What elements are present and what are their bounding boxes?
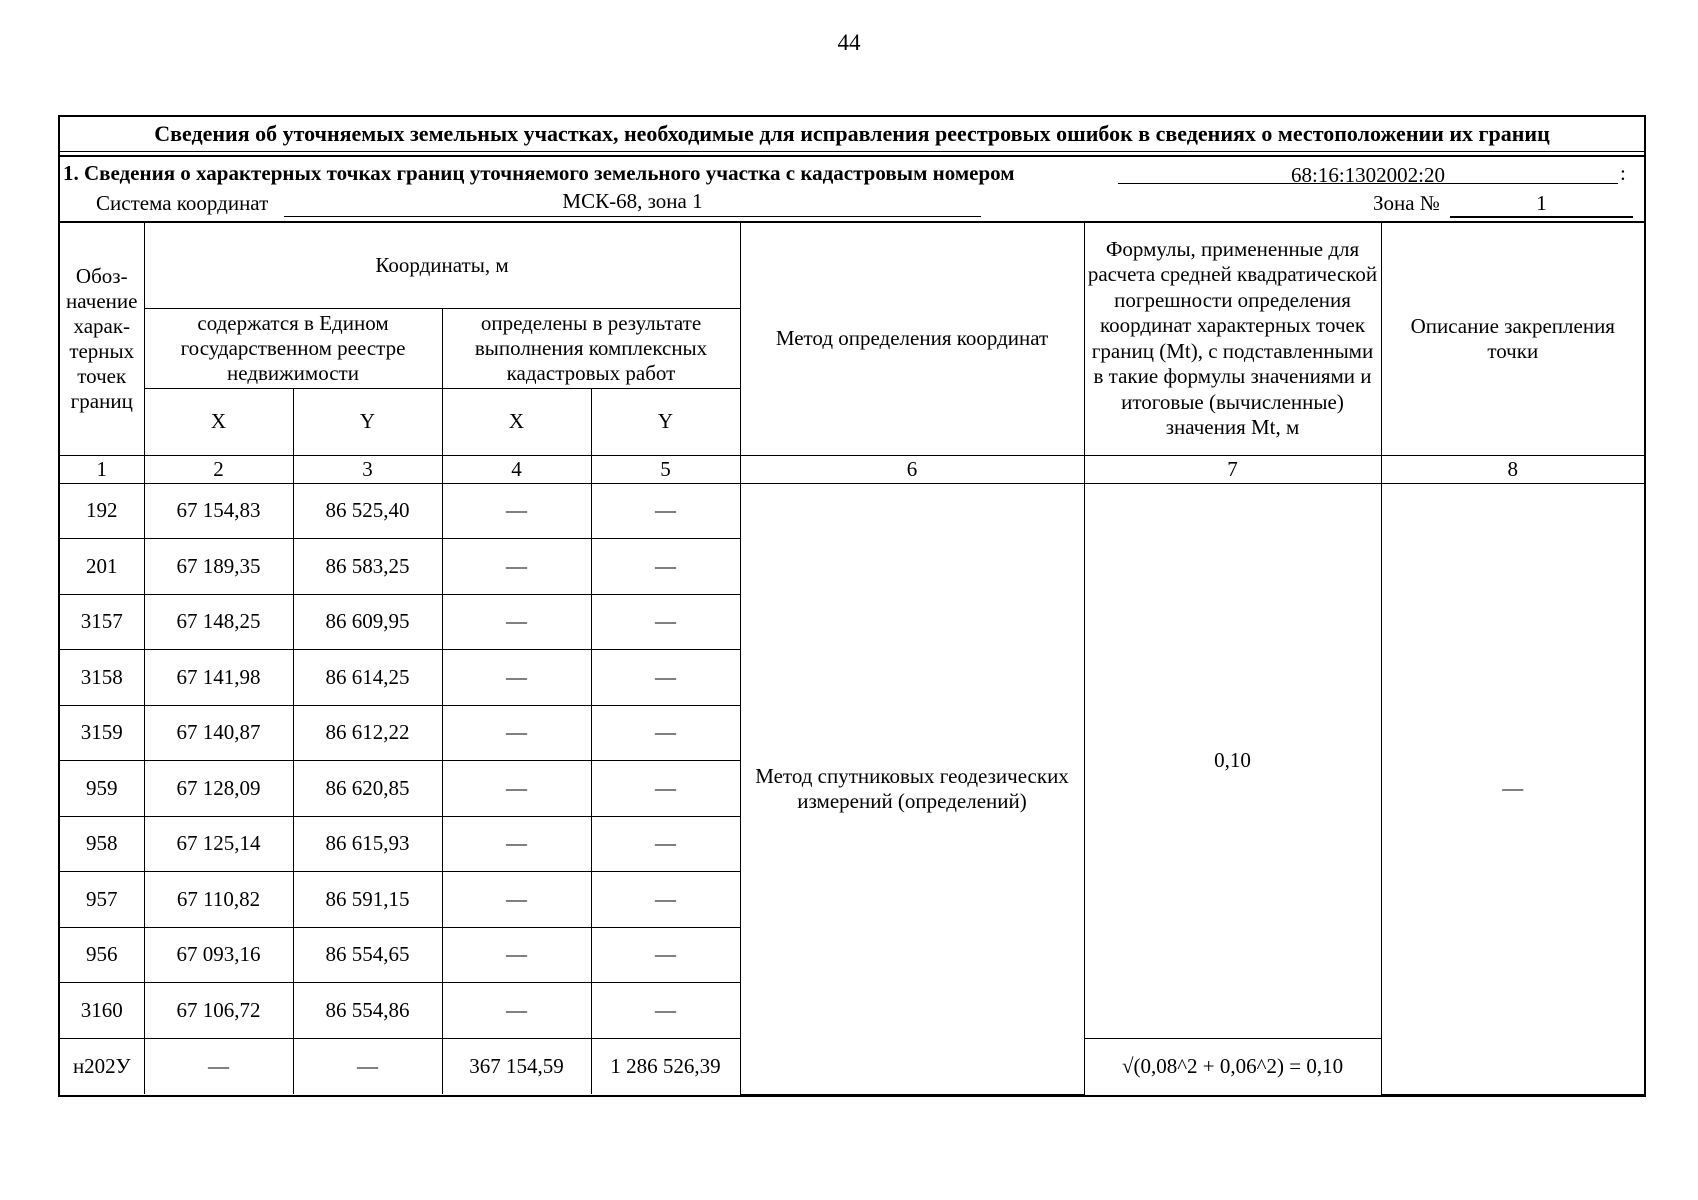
header-formula: Формулы, примененные для расчета средней квадратической погрешности определения координат характерных точек границ (Mt), с подставленными в такие формулы значениями и итоговые (вычисленные) значения Mt, м: [1084, 223, 1381, 455]
registry-x: 67 128,09: [144, 761, 293, 817]
point-id: 3159: [60, 705, 144, 761]
registry-y: 86 554,86: [293, 983, 442, 1039]
header-point-designation: Обоз-начение харак-терных точек границ: [60, 223, 144, 455]
survey-x: —: [442, 483, 591, 539]
registry-x: 67 140,87: [144, 705, 293, 761]
survey-x: —: [442, 761, 591, 817]
cadastral-number: 68:16:1302002:20: [1290, 163, 1445, 187]
registry-y: 86 612,22: [293, 705, 442, 761]
crs-value: МСК-68, зона 1: [562, 189, 703, 213]
registry-y: 86 583,25: [293, 539, 442, 595]
header-coordinates: Координаты, м: [144, 223, 740, 308]
header-survey-x: X: [442, 388, 591, 455]
survey-x: —: [442, 983, 591, 1039]
section-title: 1. Сведения о характерных точках границ уточняемого земельного участка с кадастровым номером: [63, 161, 1015, 185]
registry-x: 67 148,25: [144, 594, 293, 650]
column-number: 2: [144, 455, 293, 483]
survey-x: 367 154,59: [442, 1038, 591, 1094]
registry-x: 67 106,72: [144, 983, 293, 1039]
point-id: 958: [60, 816, 144, 872]
survey-y: —: [591, 705, 740, 761]
point-id: 3160: [60, 983, 144, 1039]
registry-x: 67 125,14: [144, 816, 293, 872]
crs-underline: [284, 216, 981, 217]
registry-x: 67 154,83: [144, 483, 293, 539]
header-description: Описание закрепления точки: [1381, 223, 1644, 455]
survey-x: —: [442, 927, 591, 983]
survey-x: —: [442, 650, 591, 706]
registry-y: —: [293, 1038, 442, 1094]
point-id: 957: [60, 872, 144, 928]
survey-y: —: [591, 483, 740, 539]
point-id: 3157: [60, 594, 144, 650]
survey-y: —: [591, 927, 740, 983]
point-id: 959: [60, 761, 144, 817]
point-id: 956: [60, 927, 144, 983]
survey-y: —: [591, 594, 740, 650]
document-form: [58, 115, 1646, 1097]
point-id: 192: [60, 483, 144, 539]
column-number: 8: [1381, 455, 1644, 483]
header-registry-y: Y: [293, 388, 442, 455]
point-id: 201: [60, 539, 144, 595]
header-survey-coordinates: определены в результате выполнения комплексных кадастровых работ: [442, 308, 740, 388]
registry-y: 86 614,25: [293, 650, 442, 706]
header-registry-coordinates: содержатся в Едином государственном реестре недвижимости: [144, 308, 442, 388]
registry-x: 67 141,98: [144, 650, 293, 706]
survey-y: —: [591, 650, 740, 706]
registry-x: 67 093,16: [144, 927, 293, 983]
survey-x: —: [442, 594, 591, 650]
survey-x: —: [442, 872, 591, 928]
survey-x: —: [442, 539, 591, 595]
formula-cell-last: √(0,08^2 + 0,06^2) = 0,10: [1084, 1038, 1381, 1094]
registry-x: 67 110,82: [144, 872, 293, 928]
cadastral-number-underline: [1118, 183, 1618, 184]
survey-y: —: [591, 872, 740, 928]
registry-x: —: [144, 1038, 293, 1094]
column-number: 5: [591, 455, 740, 483]
registry-x: 67 189,35: [144, 539, 293, 595]
zone-underline: [1450, 216, 1633, 218]
column-number: 3: [293, 455, 442, 483]
header-method: Метод определения координат: [740, 223, 1084, 455]
registry-y: 86 615,93: [293, 816, 442, 872]
registry-y: 86 591,15: [293, 872, 442, 928]
section-header: [60, 157, 1644, 223]
registry-y: 86 620,85: [293, 761, 442, 817]
column-number: 7: [1084, 455, 1381, 483]
cadastral-colon: :: [1620, 161, 1626, 185]
survey-x: —: [442, 816, 591, 872]
table-row: [60, 483, 1644, 539]
zone-value: 1: [1536, 191, 1547, 215]
survey-y: —: [591, 983, 740, 1039]
column-number: 6: [740, 455, 1084, 483]
page-number: 44: [837, 30, 861, 55]
header-survey-y: Y: [591, 388, 740, 455]
header-registry-x: X: [144, 388, 293, 455]
point-id: 3158: [60, 650, 144, 706]
point-id: н202У: [60, 1038, 144, 1094]
survey-y: 1 286 526,39: [591, 1038, 740, 1094]
description-cell: —: [1381, 483, 1644, 1094]
survey-y: —: [591, 761, 740, 817]
survey-x: —: [442, 705, 591, 761]
formula-cell: 0,10: [1084, 483, 1381, 1038]
column-number: 1: [60, 455, 144, 483]
form-title: Сведения об уточняемых земельных участках, необходимые для исправления реестровых ошибок в сведениях о местоположении их границ: [60, 117, 1644, 152]
survey-y: —: [591, 539, 740, 595]
boundary-points-table: [60, 223, 1644, 1095]
registry-y: 86 554,65: [293, 927, 442, 983]
survey-y: —: [591, 816, 740, 872]
registry-y: 86 525,40: [293, 483, 442, 539]
method-cell: Метод спутниковых геодезических измерений (определений): [740, 483, 1084, 1094]
registry-y: 86 609,95: [293, 594, 442, 650]
column-number: 4: [442, 455, 591, 483]
crs-label: Система координат: [96, 191, 269, 215]
zone-label: Зона №: [1373, 191, 1440, 215]
